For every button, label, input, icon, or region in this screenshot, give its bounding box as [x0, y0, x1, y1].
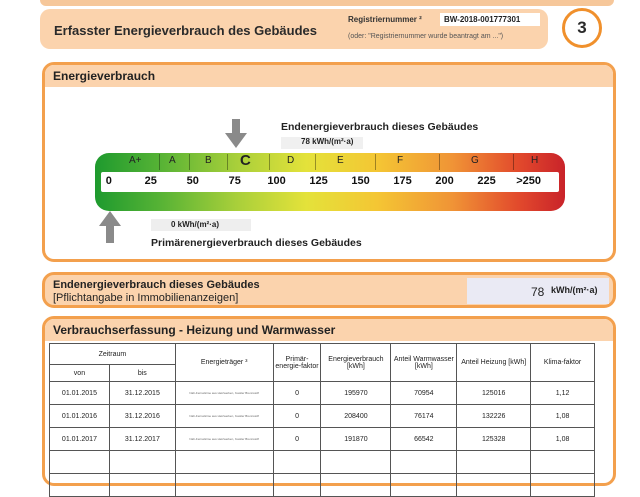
- energy-class-b: B: [205, 155, 212, 166]
- primary-energy-arrow-icon: [99, 211, 121, 243]
- scale-tick-label: 125: [309, 175, 328, 187]
- cell-factor: 0: [273, 428, 321, 451]
- cell-from: 01.01.2017: [50, 428, 110, 451]
- class-divider: [513, 154, 514, 170]
- end-energy-summary: [42, 272, 616, 308]
- energy-class-c: C: [240, 153, 251, 169]
- registration-note: (oder: "Registriernummer wurde beantragt am ..."): [348, 33, 504, 40]
- scale-tick-label: 0: [105, 175, 112, 187]
- consumption-section: [42, 316, 616, 486]
- class-divider: [159, 154, 160, 170]
- cell-to: 31.12.2017: [109, 428, 175, 451]
- cell-factor: 0: [273, 382, 321, 405]
- energy-class-a: A: [169, 155, 176, 166]
- cell-heating: 132226: [457, 405, 531, 428]
- class-divider: [315, 154, 316, 170]
- scale-tick-label: 175: [393, 175, 412, 187]
- energy-class-h: H: [531, 155, 539, 166]
- cell-consumption: 208400: [321, 405, 391, 428]
- table-row-empty: [50, 474, 595, 497]
- class-divider: [375, 154, 376, 170]
- energy-class-a-plus: A+: [129, 155, 142, 166]
- class-divider: [439, 154, 440, 170]
- page-header: [40, 9, 548, 49]
- top-strip: [40, 0, 614, 6]
- cell-factor: 0: [273, 405, 321, 428]
- page-number-badge: 3: [562, 8, 602, 48]
- registration-number: BW-2018-001777301: [440, 13, 540, 26]
- table-row: [50, 405, 595, 428]
- cell-hot-water: 70954: [391, 382, 457, 405]
- header-consumption: Energieverbrauch [kWh]: [321, 344, 391, 382]
- page-title: Erfasster Energieverbrauch des Gebäudes: [54, 23, 318, 38]
- cell-carrier: Nah-Fernwärme aus Heizwerken, fossiler Brennstoff: [175, 382, 273, 405]
- table-row-empty: [50, 451, 595, 474]
- energy-class-f: F: [397, 155, 404, 166]
- header-hot-water: Anteil Warmwasser [kWh]: [391, 344, 457, 382]
- energy-scale-bar: [95, 153, 565, 211]
- header-primary-factor: Primär-energie-faktor: [273, 344, 321, 382]
- cell-from: 01.01.2015: [50, 382, 110, 405]
- cell-to: 31.12.2016: [109, 405, 175, 428]
- class-divider: [227, 154, 228, 170]
- end-energy-summary-title: Endenergieverbrauch dieses Gebäudes: [53, 279, 260, 291]
- header-heating: Anteil Heizung [kWh]: [457, 344, 531, 382]
- table-row: [50, 428, 595, 451]
- header-climate-factor: Klima-faktor: [531, 344, 595, 382]
- cell-from: 01.01.2016: [50, 405, 110, 428]
- scale-tick-label: 25: [144, 175, 157, 187]
- consumption-table: [49, 343, 595, 497]
- header-to: bis: [109, 365, 175, 382]
- cell-carrier: Nah-Fernwärme aus Heizwerken, fossiler Brennstoff: [175, 405, 273, 428]
- cell-carrier: Nah-Fernwärme aus Heizwerken, fossiler Brennstoff: [175, 428, 273, 451]
- cell-climate: 1,08: [531, 405, 595, 428]
- header-period: Zeitraum: [50, 344, 176, 365]
- class-divider: [269, 154, 270, 170]
- header-carrier: Energieträger ³: [175, 344, 273, 382]
- cell-heating: 125328: [457, 428, 531, 451]
- scale-tick-label: 50: [186, 175, 199, 187]
- cell-climate: 1,08: [531, 428, 595, 451]
- primary-energy-value: 0 kWh/(m²·a): [171, 220, 219, 229]
- cell-hot-water: 66542: [391, 428, 457, 451]
- end-energy-value: 78 kWh/(m²·a): [301, 137, 354, 146]
- consumption-section-title: Verbrauchserfassung - Heizung und Warmwasser: [45, 319, 613, 341]
- cell-consumption: 195970: [321, 382, 391, 405]
- scale-tick-label: 150: [351, 175, 370, 187]
- cell-climate: 1,12: [531, 382, 595, 405]
- end-energy-arrow-icon: [225, 119, 247, 149]
- energy-class-e: E: [337, 155, 344, 166]
- cell-hot-water: 76174: [391, 405, 457, 428]
- scale-tick-label: 225: [477, 175, 496, 187]
- scale-tick-label: >250: [516, 175, 541, 187]
- energy-section: [42, 62, 616, 262]
- end-energy-summary-unit: kWh/(m²·a): [551, 285, 598, 295]
- cell-heating: 125016: [457, 382, 531, 405]
- scale-tick-label: 100: [267, 175, 286, 187]
- end-energy-summary-subtitle: [Pflichtangabe in Immobilienanzeigen]: [53, 292, 239, 304]
- scale-tick-label: 75: [228, 175, 241, 187]
- header-from: von: [50, 365, 110, 382]
- end-energy-label: Endenergieverbrauch dieses Gebäudes: [281, 121, 479, 133]
- energy-class-g: G: [471, 155, 479, 166]
- scale-tick-label: 200: [435, 175, 454, 187]
- cell-consumption: 191870: [321, 428, 391, 451]
- class-divider: [189, 154, 190, 170]
- energy-class-d: D: [287, 155, 295, 166]
- registration-label: Registriernummer ²: [348, 15, 422, 24]
- cell-to: 31.12.2015: [109, 382, 175, 405]
- end-energy-summary-value: 78: [531, 285, 545, 299]
- energy-section-title: Energieverbrauch: [45, 65, 613, 87]
- primary-energy-label: Primärenergieverbrauch dieses Gebäudes: [151, 237, 362, 249]
- table-row: [50, 382, 595, 405]
